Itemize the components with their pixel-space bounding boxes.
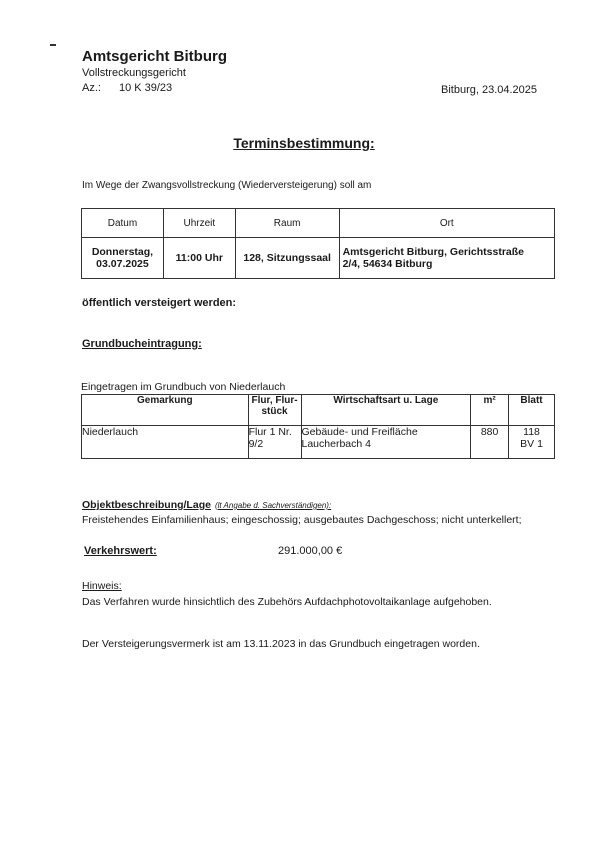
header-area: m² (471, 395, 509, 426)
header-uhrzeit: Uhrzeit (163, 209, 235, 238)
document-title-text: Terminsbestimmung: (233, 135, 375, 151)
intro-text: Im Wege der Zwangsvollstreckung (Wiederversteigerung) soll am (82, 180, 372, 191)
cell-area: 880 (471, 426, 509, 459)
auction-text: öffentlich versteigert werden: (82, 297, 237, 309)
header-ort: Ort (339, 209, 554, 238)
place-line-2: 2/4, 54634 Bitburg (342, 258, 433, 270)
appointment-time: 11:00 Uhr (163, 238, 235, 279)
cell-blatt-line-2: BV 1 (520, 438, 543, 450)
cell-wirtschaftsart (301, 426, 471, 459)
header-blatt: Blatt (509, 395, 555, 426)
land-register-heading: Grundbucheintragung: (82, 338, 202, 350)
header-flur-line-2: stück (261, 406, 288, 417)
header-wirtschaftsart: Wirtschaftsart u. Lage (301, 395, 471, 426)
object-heading-note: (lt Angabe d. Sachverständigen): (214, 501, 332, 510)
header-gemarkung: Gemarkung (82, 395, 249, 426)
court-name: Amtsgericht Bitburg (82, 48, 228, 65)
vermerk-text: Der Versteigerungsvermerk ist am 13.11.2023 in das Grundbuch eingetragen worden. (82, 638, 480, 650)
header-datum: Datum (82, 209, 164, 238)
date-line-1: Donnerstag, (91, 246, 154, 258)
cell-blatt-line-1: 118 (523, 426, 540, 438)
header-flur-line-1: Flur, Flur- (251, 395, 298, 406)
land-register-table (81, 394, 555, 459)
note-text: Das Verfahren wurde hinsichtlich des Zubehörs Aufdachphotovoltaikanlage aufgehoben. (82, 596, 492, 608)
land-register-intro: Eingetragen im Grundbuch von Niederlauch (81, 381, 286, 393)
cell-wirtschaftsart-line-2: Laucherbach 4 (301, 438, 371, 450)
cell-flur (248, 426, 301, 459)
header-raum: Raum (235, 209, 339, 238)
file-reference-label: Az.: (82, 82, 101, 94)
appointment-date (82, 238, 164, 279)
object-heading-text: Objektbeschreibung/Lage (82, 499, 211, 511)
file-reference-number: 10 K 39/23 (118, 82, 173, 94)
place-line-1: Amtsgericht Bitburg, Gerichtsstraße (342, 246, 525, 258)
scan-mark (50, 44, 56, 46)
document-title (0, 135, 608, 153)
land-register-header-row (82, 395, 555, 426)
cell-blatt (509, 426, 555, 459)
appointment-place (339, 238, 554, 279)
appointment-row (82, 238, 555, 279)
court-subtitle: Vollstreckungsgericht (82, 67, 186, 79)
file-reference (82, 82, 172, 94)
note-heading: Hinweis: (82, 580, 122, 592)
market-value-label: Verkehrswert: (84, 545, 157, 557)
land-register-row (82, 426, 555, 459)
appointment-header-row (82, 209, 555, 238)
object-heading (82, 499, 331, 511)
header-flur (248, 395, 301, 426)
market-value: 291.000,00 € (278, 545, 343, 557)
appointment-table (81, 208, 555, 279)
cell-flur-line-2: 9/2 (248, 438, 264, 450)
appointment-room: 128, Sitzungssaal (235, 238, 339, 279)
date-line-2: 03.07.2025 (96, 258, 149, 270)
cell-flur-line-1: Flur 1 Nr. (248, 426, 292, 438)
place-date: Bitburg, 23.04.2025 (441, 84, 538, 96)
object-description: Freistehendes Einfamilienhaus; eingeschossig; ausgebautes Dachgeschoss; nicht unterkellert; (82, 514, 522, 526)
cell-wirtschaftsart-line-1: Gebäude- und Freifläche (301, 426, 418, 438)
cell-gemarkung: Niederlauch (82, 426, 249, 459)
